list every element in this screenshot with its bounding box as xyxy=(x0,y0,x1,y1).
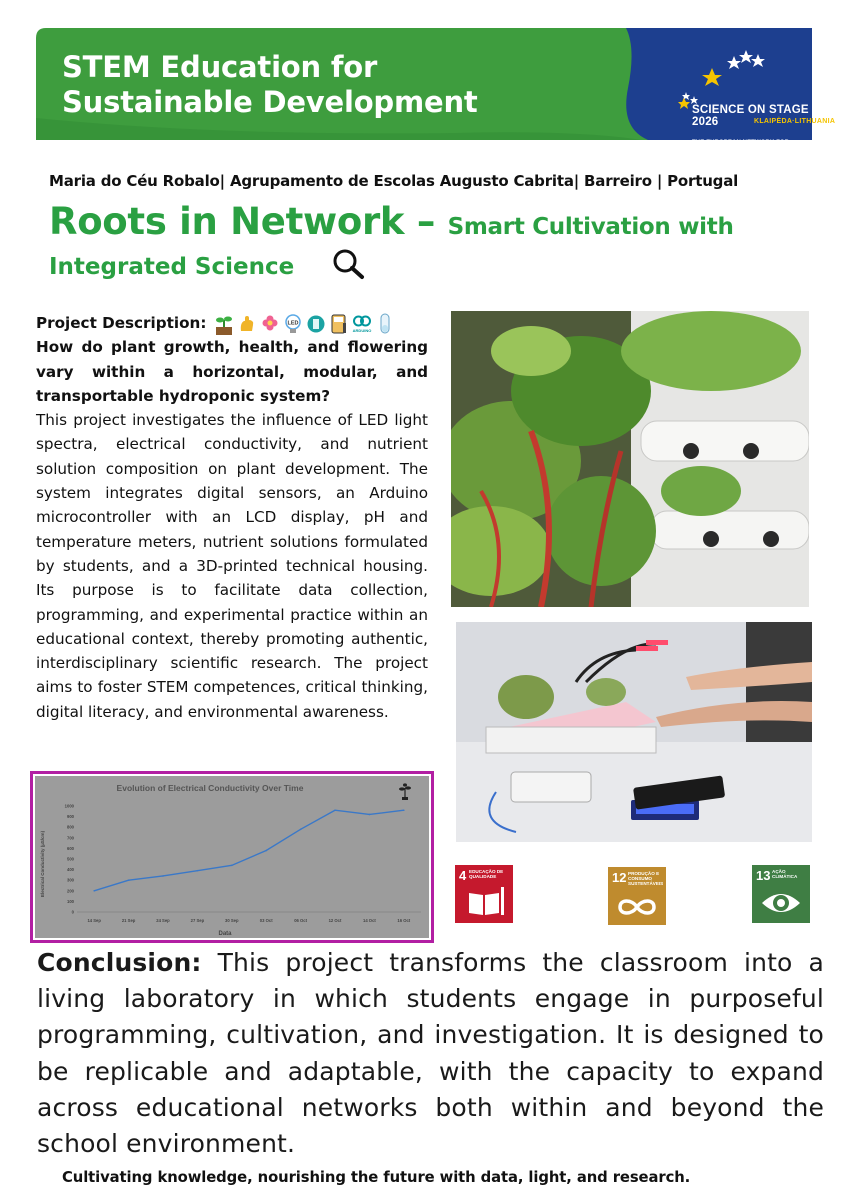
poster-title xyxy=(49,200,734,243)
footer-tagline: Cultivating knowledge, nourishing the future with data, light, and research. xyxy=(62,1169,691,1186)
project-description xyxy=(36,311,428,724)
title-main: Roots in Network xyxy=(49,200,405,243)
sdg-13-number: 13 xyxy=(756,868,771,883)
sdg-13-icon xyxy=(752,865,810,923)
sdg-12-number: 12 xyxy=(612,870,627,885)
header-banner xyxy=(36,28,836,152)
chart-x-tick-label: 14 Sep xyxy=(87,918,101,923)
chart-y-tick-label: 200 xyxy=(67,888,74,894)
authors-line: Maria do Céu Robalo| Agrupamento de Escolas Augusto Cabrita| Barreiro | Portugal xyxy=(49,172,739,190)
chart-x-tick-label: 03 Oct xyxy=(259,918,273,923)
led-label: LED xyxy=(287,320,299,326)
description-label: Project Description: xyxy=(36,314,207,332)
chart-x-tick-label: 21 Sep xyxy=(121,918,136,923)
chart-plot-area xyxy=(35,776,429,938)
sdg-4-number: 4 xyxy=(459,868,467,883)
chart-y-tick-label: 1000 xyxy=(64,803,74,809)
eye-earth-icon xyxy=(752,865,810,923)
banner-title-line1: STEM Education for xyxy=(62,50,378,84)
hand-icon xyxy=(237,313,257,335)
book-icon xyxy=(455,865,513,923)
logo-location: KLAIPĖDA·LITHUANIA xyxy=(754,118,836,125)
title-dash: – xyxy=(416,200,436,243)
description-icons xyxy=(214,313,395,335)
sdg-13-label: AÇÃO CLIMÁTICA xyxy=(772,869,798,879)
chart-data-point xyxy=(369,814,371,816)
flower-icon xyxy=(260,313,280,335)
sdg-4-label: EDUCAÇÃO DE QUALIDADE xyxy=(469,869,504,879)
conclusion-label: Conclusion: xyxy=(37,948,202,977)
plant-icon xyxy=(399,783,411,800)
research-question: How do plant growth, health, and flowering vary within a horizontal, modular, and transportable hydroponic system? xyxy=(36,338,428,405)
chart-x-tick-label: 24 Sep xyxy=(156,918,170,923)
arduino-label: ARDUINO xyxy=(352,327,372,333)
chart-data-point xyxy=(334,809,336,811)
sdg-12-icon xyxy=(608,867,666,925)
sdg-12-label: PRODUÇÃO E CONSUMO SUSTENTÁVEIS xyxy=(628,871,664,886)
chart-data-point xyxy=(162,875,164,877)
conclusion xyxy=(37,945,824,1162)
title-subtitle-line2: Integrated Science xyxy=(49,254,295,280)
chart-y-axis-label: Electrical Conductivity (µS/cm) xyxy=(40,830,45,898)
chart-y-tick-label: 600 xyxy=(67,845,74,851)
chart-y-tick-label: 900 xyxy=(67,814,74,820)
logo-tagline: THE EUROPEAN NETWORK FOR SCIENCE TEACHERS xyxy=(692,140,790,152)
chart-y-tick-label: 300 xyxy=(67,877,74,883)
arduino-icon xyxy=(352,313,372,335)
sdg-4-icon xyxy=(455,865,513,923)
chart-data-point xyxy=(231,865,233,867)
chart-data-point xyxy=(93,890,95,892)
infinity-icon xyxy=(608,867,666,925)
seedling-icon xyxy=(214,313,234,335)
chart-y-tick-label: 800 xyxy=(67,824,74,830)
chart-x-tick-label: 06 Oct xyxy=(294,918,308,923)
conductivity-chart xyxy=(30,771,434,943)
led-icon xyxy=(283,313,303,335)
chart-data-point xyxy=(128,879,130,881)
magnifier-icon xyxy=(330,248,366,280)
chart-x-tick-label: 14 Oct xyxy=(362,918,376,923)
chart-x-tick-label: 12 Oct xyxy=(328,918,342,923)
chart-y-tick-label: 700 xyxy=(67,835,74,841)
sensor-icon xyxy=(306,313,326,335)
chart-x-tick-label: 27 Sep xyxy=(190,918,205,923)
chart-series-line xyxy=(94,810,404,891)
chart-x-tick-label: 30 Sep xyxy=(225,918,239,923)
chart-data-point xyxy=(197,870,199,872)
chart-title: Evolution of Electrical Conductivity Over Time xyxy=(116,783,304,793)
hydroponic-plants-photo xyxy=(451,311,809,607)
banner-title-line2: Sustainable Development xyxy=(62,85,478,119)
chart-x-tick-label: 16 Oct xyxy=(397,918,411,923)
chart-y-tick-label: 400 xyxy=(67,867,74,873)
title-subtitle-line1: Smart Cultivation with xyxy=(447,214,734,240)
meter-icon xyxy=(329,313,349,335)
chart-y-tick-label: 0 xyxy=(71,909,74,915)
chart-data-point xyxy=(403,809,405,811)
logo-name: SCIENCE ON STAGE 2026 xyxy=(692,104,809,128)
chart-y-tick-label: 100 xyxy=(67,898,74,904)
test-tube-icon xyxy=(375,313,395,335)
chart-data-point xyxy=(265,850,267,852)
chart-svg xyxy=(35,776,429,938)
description-body: This project investigates the influence of LED light spectra, electrical conductivity, and nutrient solution composition on plant development. The system integrates digital sensors, an Arduino microcontroller with an LCD display, pH and temperature meters, nutrient solutions formulated by students, and a 3D-printed technical housing. Its purpose is to facilitate data collection, programming, and experimental practice within an educational context, thereby promoting authentic, interdisciplinary scientific research. The project aims to foster STEM competences, critical thinking, digital literacy, and environmental awareness. xyxy=(36,411,428,721)
chart-x-axis-label: Data xyxy=(218,931,232,937)
conclusion-text: This project transforms the classroom into a living laboratory in which students engage in purposeful programming, cultivation, and investigation. It is designed to be replicable and adaptable, with the capacity to expand across educational networks both within and beyond the school environment. xyxy=(37,948,824,1159)
students-system-photo xyxy=(456,622,812,842)
chart-data-point xyxy=(300,829,302,831)
chart-y-tick-label: 500 xyxy=(67,856,74,862)
banner-title xyxy=(62,50,478,120)
